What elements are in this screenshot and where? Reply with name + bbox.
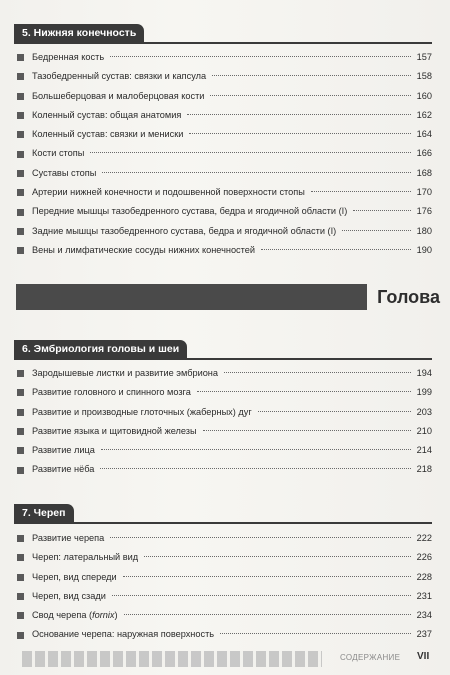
dot-leader bbox=[112, 595, 411, 596]
page-number: VII bbox=[417, 651, 430, 662]
entry-title: Зародышевые листки и развитие эмбриона bbox=[32, 368, 218, 378]
dot-leader bbox=[100, 468, 410, 469]
toc-entry[interactable] bbox=[14, 202, 432, 221]
dot-leader bbox=[210, 95, 410, 96]
toc-entry[interactable] bbox=[14, 606, 432, 625]
square-bullet-icon bbox=[17, 593, 24, 600]
square-bullet-icon bbox=[17, 209, 24, 216]
toc-entry[interactable] bbox=[14, 548, 432, 567]
dot-leader bbox=[90, 152, 410, 153]
toc-entry[interactable] bbox=[14, 106, 432, 125]
square-bullet-icon bbox=[17, 151, 24, 158]
section-header bbox=[14, 503, 432, 524]
square-bullet-icon bbox=[17, 93, 24, 100]
dot-leader bbox=[144, 556, 411, 557]
square-bullet-icon bbox=[17, 189, 24, 196]
entry-title: Свод черепа (fornix) bbox=[32, 610, 118, 621]
entry-title: Вены и лимфатические сосуды нижних конечностей bbox=[32, 244, 256, 255]
entry-page: 164 bbox=[416, 129, 432, 140]
entry-page: 180 bbox=[416, 225, 432, 236]
entry-title: Развитие лица bbox=[32, 445, 95, 456]
part-title: Голова bbox=[377, 286, 440, 307]
entry-title: Коленный сустав: связки и мениски bbox=[32, 129, 184, 140]
toc-entry[interactable] bbox=[14, 568, 432, 587]
entry-title: Задние мышцы тазобедренного сустава, бедра и ягодичной области (I) bbox=[32, 225, 337, 236]
dot-leader bbox=[124, 614, 411, 615]
part-bar bbox=[16, 284, 367, 310]
entry-page: 228 bbox=[416, 571, 432, 582]
square-bullet-icon bbox=[17, 131, 24, 138]
entry-title: Череп: латеральный вид bbox=[32, 552, 139, 563]
footer-label: СОДЕРЖАНИЕ bbox=[340, 653, 401, 662]
square-bullet-icon bbox=[17, 632, 24, 639]
toc-entry[interactable] bbox=[14, 529, 432, 548]
entry-page: 231 bbox=[416, 590, 432, 601]
section-list bbox=[14, 529, 432, 645]
entry-title: Тазобедренный сустав: связки и капсула bbox=[32, 71, 207, 82]
entry-page: 237 bbox=[416, 629, 432, 640]
entry-page: 158 bbox=[416, 71, 432, 82]
entry-page: 168 bbox=[416, 167, 432, 178]
toc-entry[interactable] bbox=[14, 587, 432, 606]
dot-leader bbox=[102, 172, 410, 173]
entry-title: Развитие черепа bbox=[32, 533, 105, 543]
entry-title: Развитие и производные глоточных (жаберных) дуг bbox=[32, 406, 252, 417]
section-header bbox=[14, 339, 432, 360]
section-title: 6. Эмбриология головы и шеи bbox=[14, 340, 187, 359]
toc-entry[interactable] bbox=[14, 460, 432, 479]
section-lower-limb bbox=[14, 23, 432, 260]
square-bullet-icon bbox=[17, 447, 24, 454]
entry-page: 170 bbox=[416, 187, 432, 198]
entry-page: 166 bbox=[416, 148, 432, 159]
square-bullet-icon bbox=[17, 170, 24, 177]
dot-leader bbox=[220, 633, 411, 634]
square-bullet-icon bbox=[17, 370, 24, 377]
toc-entry[interactable] bbox=[14, 441, 432, 460]
dot-leader bbox=[258, 411, 411, 412]
entry-title: Большеберцовая и малоберцовая кости bbox=[32, 90, 205, 101]
dot-leader bbox=[224, 372, 411, 373]
entry-page: 190 bbox=[416, 244, 432, 255]
entry-title-text: Свод черепа bbox=[32, 610, 87, 621]
entry-title: Основание черепа: наружная поверхность bbox=[32, 629, 215, 640]
dot-leader bbox=[189, 133, 410, 134]
dot-leader bbox=[203, 430, 411, 431]
section-title: 7. Череп bbox=[14, 504, 74, 523]
square-bullet-icon bbox=[17, 535, 24, 542]
toc-entry[interactable] bbox=[14, 403, 432, 422]
part-header bbox=[16, 284, 440, 310]
entry-title: Череп, вид спереди bbox=[32, 571, 117, 582]
entry-page: 222 bbox=[416, 533, 432, 543]
toc-entry[interactable] bbox=[14, 241, 432, 260]
entry-title: Коленный сустав: общая анатомия bbox=[32, 109, 182, 120]
section-skull bbox=[14, 503, 432, 645]
entry-page: 160 bbox=[416, 90, 432, 101]
entry-page: 234 bbox=[416, 610, 432, 621]
entry-page: 157 bbox=[416, 52, 432, 62]
entry-title: Кости стопы bbox=[32, 148, 85, 159]
section-list bbox=[14, 364, 432, 480]
toc-entry[interactable] bbox=[14, 87, 432, 106]
square-bullet-icon bbox=[17, 228, 24, 235]
square-bullet-icon bbox=[17, 409, 24, 416]
toc-entry[interactable] bbox=[14, 183, 432, 202]
toc-entry[interactable] bbox=[14, 625, 432, 644]
dot-leader bbox=[197, 391, 411, 392]
entry-title: Развитие головного и спинного мозга bbox=[32, 387, 191, 398]
entry-title: Суставы стопы bbox=[32, 167, 97, 178]
square-bullet-icon bbox=[17, 389, 24, 396]
section-head-neck-embryology bbox=[14, 339, 432, 480]
entry-title: Артерии нижней конечности и подошвенной поверхности стопы bbox=[32, 187, 305, 198]
dot-leader bbox=[187, 114, 410, 115]
toc-entry[interactable] bbox=[14, 144, 432, 163]
entry-title: Череп, вид сзади bbox=[32, 590, 106, 601]
section-header bbox=[14, 23, 432, 44]
dot-leader bbox=[101, 449, 411, 450]
dot-leader bbox=[212, 75, 411, 76]
dot-leader bbox=[311, 191, 411, 192]
dot-leader bbox=[353, 210, 410, 211]
square-bullet-icon bbox=[17, 247, 24, 254]
dot-leader bbox=[110, 56, 411, 57]
toc-entry[interactable] bbox=[14, 422, 432, 441]
entry-page: 162 bbox=[416, 109, 432, 120]
dot-leader bbox=[261, 249, 411, 250]
entry-title: Бедренная кость bbox=[32, 52, 105, 62]
footer-stripes bbox=[22, 651, 322, 667]
section-title: 5. Нижняя конечность bbox=[14, 24, 144, 43]
entry-page: 210 bbox=[416, 425, 432, 436]
square-bullet-icon bbox=[17, 54, 24, 61]
toc-entry[interactable] bbox=[14, 383, 432, 402]
entry-title: Развитие нёба bbox=[32, 464, 95, 475]
page-footer bbox=[0, 648, 450, 670]
entry-page: 176 bbox=[416, 206, 432, 217]
square-bullet-icon bbox=[17, 467, 24, 474]
toc-entry[interactable] bbox=[14, 67, 432, 86]
entry-title-latin: fornix bbox=[92, 610, 115, 621]
toc-entry[interactable] bbox=[14, 364, 432, 383]
entry-page: 203 bbox=[416, 406, 432, 417]
entry-page: 214 bbox=[416, 445, 432, 456]
toc-entry[interactable] bbox=[14, 125, 432, 144]
square-bullet-icon bbox=[17, 73, 24, 80]
toc-entry[interactable] bbox=[14, 222, 432, 241]
square-bullet-icon bbox=[17, 574, 24, 581]
toc-entry[interactable] bbox=[14, 164, 432, 183]
dot-leader bbox=[123, 576, 411, 577]
dot-leader bbox=[342, 230, 410, 231]
entry-title: Развитие языка и щитовидной железы bbox=[32, 425, 197, 436]
square-bullet-icon bbox=[17, 612, 24, 619]
section-list bbox=[14, 48, 432, 260]
entry-page: 199 bbox=[416, 387, 432, 398]
entry-title: Передние мышцы тазобедренного сустава, бедра и ягодичной области (I) bbox=[32, 206, 348, 217]
entry-page: 194 bbox=[416, 368, 432, 378]
entry-page: 226 bbox=[416, 552, 432, 563]
entry-page: 218 bbox=[416, 464, 432, 475]
square-bullet-icon bbox=[17, 428, 24, 435]
dot-leader bbox=[110, 537, 410, 538]
square-bullet-icon bbox=[17, 112, 24, 119]
square-bullet-icon bbox=[17, 554, 24, 561]
toc-entry[interactable] bbox=[14, 48, 432, 67]
